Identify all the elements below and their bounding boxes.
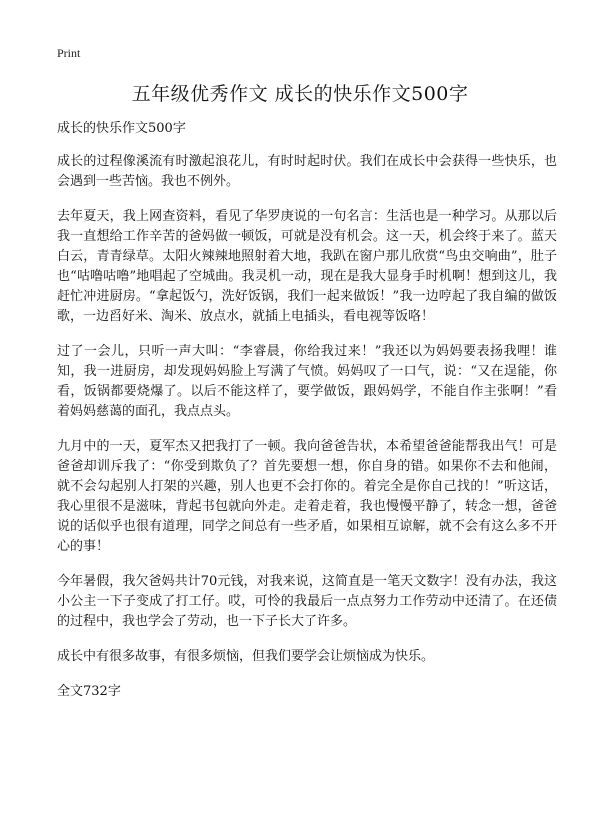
- word-count: 全文732字: [57, 684, 121, 699]
- paragraph-6: 成长中有很多故事，有很多烦恼，但我们要学会让烦恼成为快乐。: [57, 649, 435, 664]
- paragraph-5: 今年暑假，我欠爸妈共计70元钱，对我来说，这简直是一笔天文数字！没有办法，我这小公主一下子变成了打工仔。哎，可怜的我最后一点点努力工作劳动中还清了。在还债的过程中，我也学会了劳动，也一下子长大了许多。: [57, 574, 557, 629]
- page-title: 五年级优秀作文 成长的快乐作文500字: [131, 83, 469, 105]
- paragraph-1: 成长的过程像溪流有时激起浪花儿，有时时起时伏。我们在成长中会获得一些快乐，也会遇到一些苦恼。我也不例外。: [57, 154, 557, 189]
- paragraph-2: 去年夏天，我上网查资料，看见了华罗庚说的一句名言：生活也是一种学习。从那以后我一直想给工作辛苦的爸妈做一顿饭，可就是没有机会。这一天，机会终于来了。蓝天白云，青青绿草。太阳火辣辣地照射着大地，我趴在窗户那儿欣赏“鸟虫交响曲”，肚子也“咕噜咕噜”地唱起了空城曲。我灵机一动，现在是我大显身手时机啊！想到这儿，我赶忙冲进厨房。“拿起饭勺，洗好饭锅，我们一起来做饭！”我一边哼起了我自编的做饭歌，一边舀好米、淘米、放点水，就插上电插头，看电视等饭咯！: [57, 209, 557, 324]
- article-body: [57, 119, 557, 717]
- paragraph-3: 过了一会儿，只听一声大叫：“李睿晨，你给我过来！”我还以为妈妈要表扬我哩！谁知，我一进厨房，却发现妈妈脸上写满了气愤。妈妈叹了一口气，说：“又在逞能，你看，饭锅都要烧爆了。以后不能这样了，要学做饭，跟妈妈学，不能自作主张啊！”看着妈妈慈蔼的面孔，我点点头。: [57, 344, 557, 419]
- article-subtitle: 成长的快乐作文500字: [57, 121, 186, 136]
- paragraph-4: 九月中的一天，夏军杰又把我打了一顿。我向爸爸告状，本希望爸爸能帮我出气！可是爸爸却训斥我了：“你受到欺负了？首先要想一想，你自身的错。如果你不去和他闹，就不会勾起别人打架的兴趣，别人也更不会打你的。着完全是你自己找的！”听这话，我心里很不是滋味，背起书包就向外走。走着走着，我也慢慢平静了，转念一想，爸爸说的话似乎也很有道理，同学之间总有一些矛盾，如果相互谅解，就不会有这么多不开心的事！: [57, 439, 557, 554]
- print-link[interactable]: Print: [57, 46, 81, 60]
